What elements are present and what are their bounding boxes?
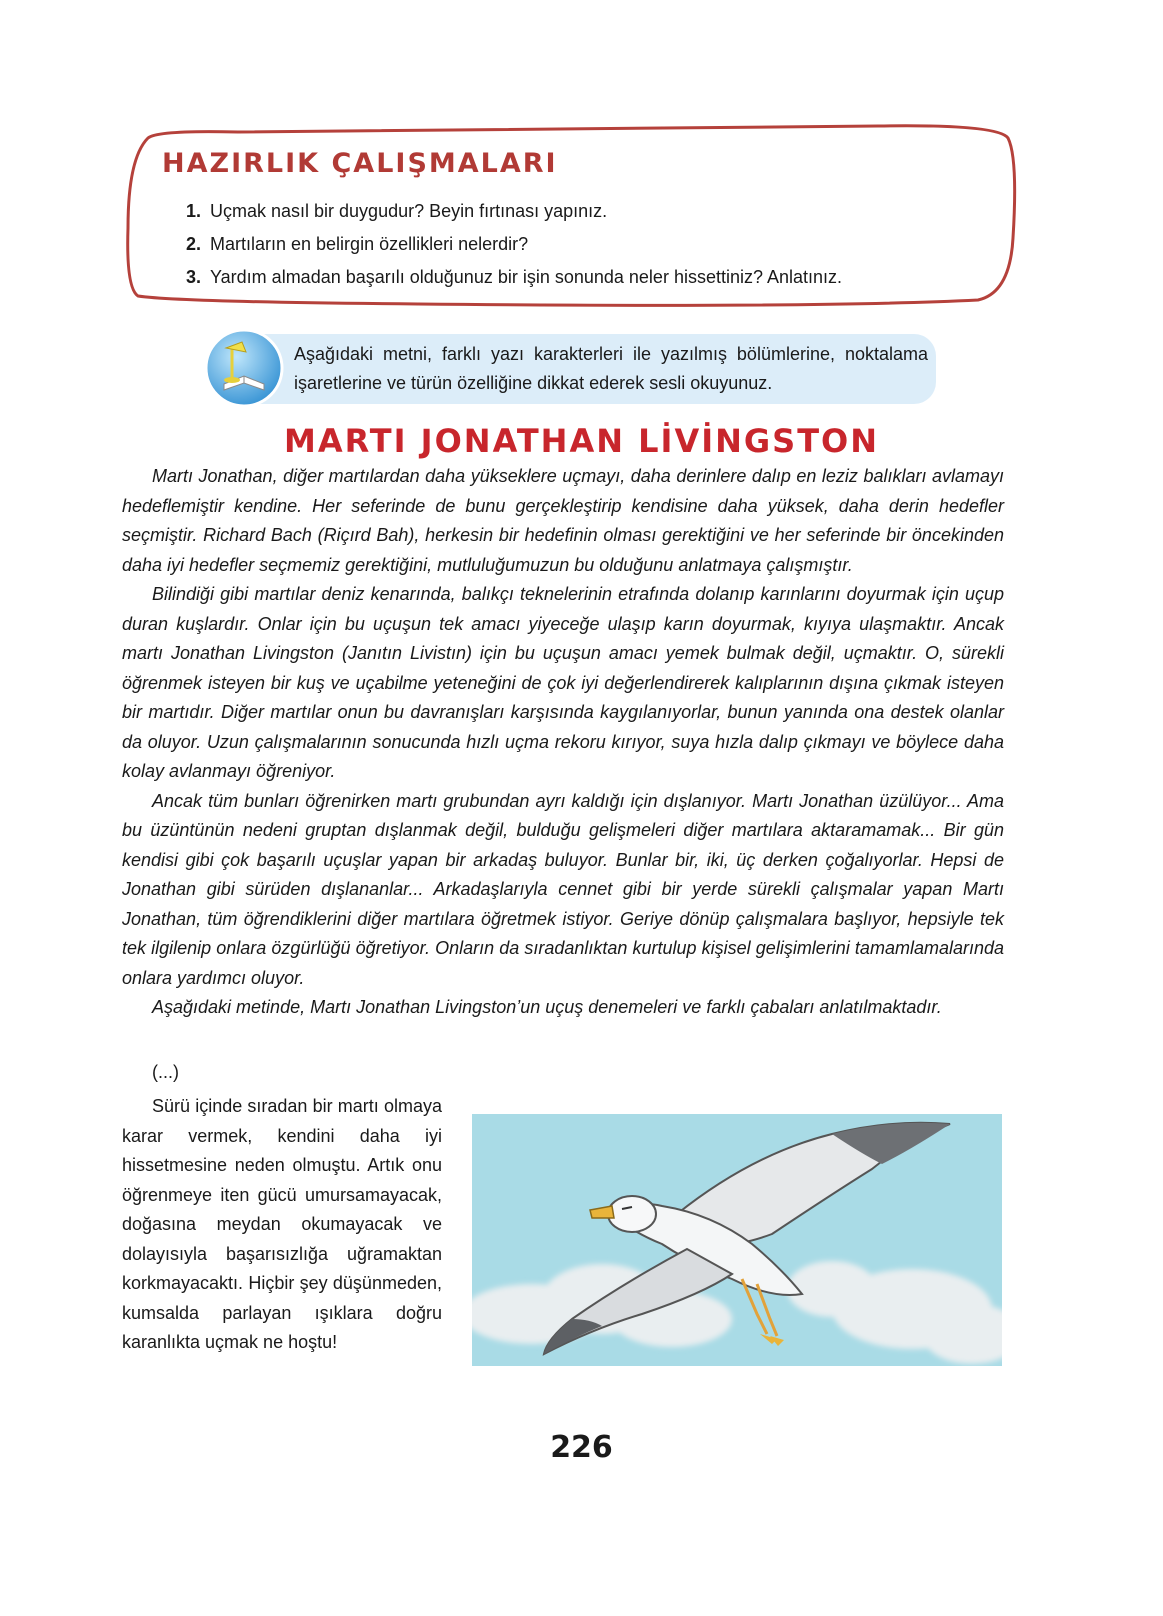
story-paragraph: Aşağıdaki metinde, Martı Jonathan Livingston’un uçuş denemeleri ve farklı çabaları anlatılmaktadır. <box>152 997 942 1017</box>
preparation-list <box>186 195 842 294</box>
excerpt-paragraph: Sürü içinde sıradan bir martı olmaya karar vermek, kendini daha iyi hissetmesine neden olmuştu. Artık onu öğrenmeye iten gücü umursamayacak, doğasına meydan okumayacak ve dolayısıyla başarısızlığa uğramaktan korkmayacaktı. Hiçbir şey düşünmeden, kumsalda parlayan ışıklara doğru karanlıkta uçmak ne hoştu! <box>122 1096 442 1352</box>
story-body <box>122 462 1004 1023</box>
story-paragraph: Ancak tüm bunları öğrenirken martı grubundan ayrı kaldığı için dışlanıyor. Martı Jonathan üzülüyor... Ama bu üzüntünün nedeni gruptan dışlanmak değil, bulduğu gelişmeleri diğer martılara aktaramamak... Bir gün kendisi gibi çok başarılı uçuşlar yapan bir arkadaş buluyor. Bunlar bir, iki, üç derken çoğalıyorlar. Hepsi de Jonathan gibi sürüden dışlananlar... Arkadaşlarıyla cennet gibi bir yerde sürekli çalışmalar yapan Martı Jonathan, tüm öğrendiklerini diğer martılara öğretmek istiyor. Geriye dönüp çalışmalara başlıyor, hepsiyle tek tek ilgilenip onlara özgürlüğü öğretiyor. Onların da sıradanlıktan kurtulup kişisel gelişimlerini tamamlamalarında onlara yardımcı oluyor. <box>122 790 1004 988</box>
preparation-item: 1. Uçmak nasıl bir duygudur? Beyin fırtınası yapınız. <box>186 201 608 221</box>
instruction-text: Aşağıdaki metni, farklı yazı karakterleri ile yazılmış bölümlerine, noktalama işaretlerine ve türün özelliğine dikkat ederek sesli okuyunuz. <box>294 344 928 393</box>
preparation-title: HAZIRLIK ÇALIŞMALARI <box>162 148 558 179</box>
preparation-item: 3. Yardım almadan başarılı olduğunuz bir işin sonunda neler hissettiniz? Anlatınız. <box>186 267 843 287</box>
reading-lamp-book-icon <box>202 326 286 410</box>
story-paragraph: Bilindiği gibi martılar deniz kenarında, balıkçı teknelerinin etrafında dolanıp karınlarını doyurmak için uçup duran kuşlardır. Onlar için bu uçuşun tek amacı yiyeceğe ulaşıp karın doyurmak, kıyıya ulaşmaktır. Ancak martı Jonathan Livingston (Janıtın Livistın) için bu uçuşun amacı yemek bulmak değil, uçmaktır. O, sürekli öğrenmek isteyen bir kuş ve uçabilme yeteneğini de çok iyi değerlendirerek kalıplarının dışına çıkmak isteyen bir martıdır. Diğer martılar onun bu davranışları karşısında kaygılanıyorlar, bunun yanında ona destek olanlar da oluyor. Uzun çalışmalarının sonucunda hızlı uçma rekoru kırıyor, suya hızla dalıp çıkmayı ve böylece daha kolay avlanmayı öğreniyor. <box>122 584 1004 781</box>
page-number: 226 <box>550 1430 613 1465</box>
preparation-item: 2. Martıların en belirgin özellikleri nelerdir? <box>186 234 529 254</box>
story-title: MARTI JONATHAN LİVİNGSTON <box>283 422 880 460</box>
ellipsis-mark: (...) <box>152 1062 179 1082</box>
story-paragraph: Martı Jonathan, diğer martılardan daha yükseklere uçmayı, daha derinlere dalıp en leziz balıkları avlamayı hedeflemiştir kendine. Her seferinde de bunu gerçekleştirip kendisine daha yüksek, daha derin hedefler seçmiştir. Richard Bach (Riçırd Bah), herkesin bir hedefinin olması gerektiğini ve her seferinde bir öncekinden daha iyi hedefler seçmemiz gerektiğini, mutluluğumuzun bu olduğunu anlatmaya çalışmıştır. <box>122 466 1004 575</box>
flying-seagull-illustration <box>472 1114 1002 1366</box>
